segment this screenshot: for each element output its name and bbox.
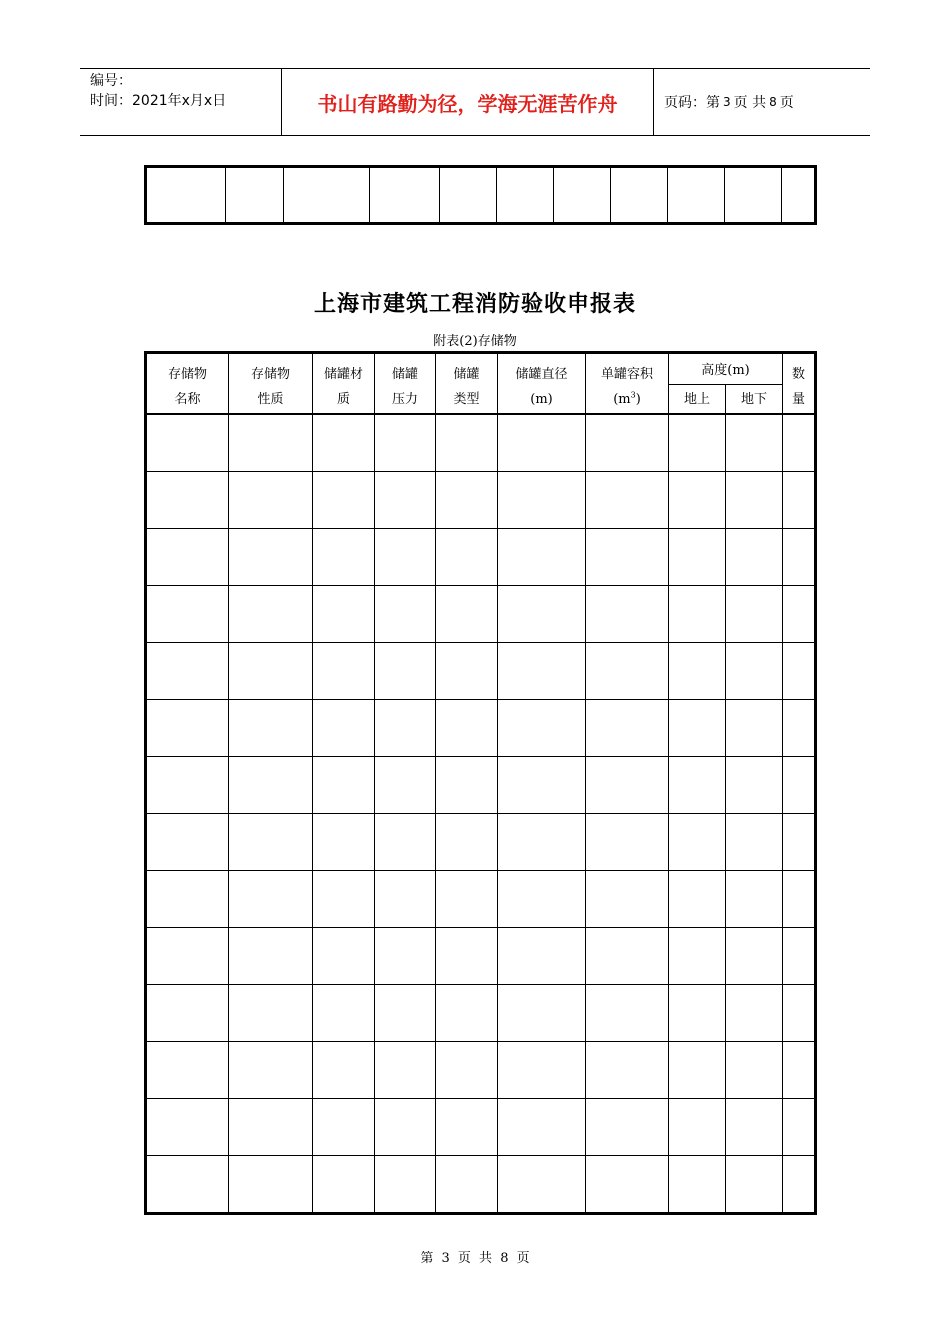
- table-cell[interactable]: [146, 1099, 229, 1156]
- page-middle: 页 共: [733, 95, 767, 111]
- table-cell[interactable]: [586, 700, 669, 757]
- table-cell[interactable]: [498, 871, 586, 928]
- table-cell[interactable]: [783, 643, 816, 700]
- table-cell[interactable]: [146, 928, 229, 985]
- table-cell[interactable]: [783, 472, 816, 529]
- col-header-pressure: 储罐 压力: [375, 353, 436, 415]
- table-cell[interactable]: [229, 757, 313, 814]
- table-cell[interactable]: [783, 985, 816, 1042]
- table-cell[interactable]: [375, 529, 436, 586]
- table-cell[interactable]: [146, 1156, 229, 1214]
- table-cell[interactable]: [669, 1042, 726, 1099]
- table-cell[interactable]: [669, 643, 726, 700]
- table-cell[interactable]: [375, 985, 436, 1042]
- table-cell[interactable]: [498, 757, 586, 814]
- table-cell[interactable]: [375, 586, 436, 643]
- time-value: 2021年x月x日: [132, 93, 227, 109]
- table-cell[interactable]: [726, 414, 783, 472]
- table-row: [146, 1099, 816, 1156]
- table-row: [146, 1042, 816, 1099]
- table-cell[interactable]: [375, 1099, 436, 1156]
- table-cell[interactable]: [611, 167, 668, 224]
- table-cell[interactable]: [586, 757, 669, 814]
- number-label: 编号：: [90, 73, 132, 89]
- table-cell[interactable]: [313, 757, 375, 814]
- table-cell[interactable]: [229, 700, 313, 757]
- table-cell[interactable]: [313, 871, 375, 928]
- table-cell[interactable]: [146, 871, 229, 928]
- time-label: 时间：: [90, 93, 132, 109]
- table-cell[interactable]: [436, 1099, 498, 1156]
- table-cell[interactable]: [498, 643, 586, 700]
- table-row: [146, 529, 816, 586]
- table-cell[interactable]: [229, 814, 313, 871]
- table-cell[interactable]: [726, 1156, 783, 1214]
- table-cell[interactable]: [669, 928, 726, 985]
- col-header-material: 储罐材 质: [313, 353, 375, 415]
- table-cell[interactable]: [498, 1042, 586, 1099]
- table-cell[interactable]: [436, 1156, 498, 1214]
- table-cell[interactable]: [783, 757, 816, 814]
- table-cell[interactable]: [146, 586, 229, 643]
- header-meta: [80, 69, 282, 135]
- table-cell[interactable]: [313, 414, 375, 472]
- table-cell[interactable]: [726, 472, 783, 529]
- table-cell[interactable]: [375, 1042, 436, 1099]
- table-row: [146, 586, 816, 643]
- page-current: 3: [723, 95, 731, 109]
- table-cell[interactable]: [498, 1156, 586, 1214]
- table-cell[interactable]: [498, 586, 586, 643]
- table-cell[interactable]: [783, 586, 816, 643]
- page-suffix: 页: [779, 95, 794, 111]
- table-cell[interactable]: [146, 757, 229, 814]
- table-cell[interactable]: [726, 529, 783, 586]
- page-footer: 第 3 页 共 8 页: [420, 1251, 530, 1266]
- table-cell[interactable]: [229, 643, 313, 700]
- table-cell[interactable]: [313, 814, 375, 871]
- table-cell[interactable]: [669, 871, 726, 928]
- table-cell[interactable]: [313, 643, 375, 700]
- table-row: [146, 472, 816, 529]
- col-header-nature: 存储物 性质: [229, 353, 313, 415]
- table-cell[interactable]: [586, 472, 669, 529]
- table-cell[interactable]: [229, 1042, 313, 1099]
- table-cell[interactable]: [436, 985, 498, 1042]
- table-cell[interactable]: [146, 814, 229, 871]
- table-cell[interactable]: [497, 167, 554, 224]
- table-cell[interactable]: [726, 757, 783, 814]
- table-row: [146, 167, 816, 224]
- table-cell[interactable]: [226, 167, 284, 224]
- table-cell[interactable]: [726, 928, 783, 985]
- col-header-below-ground: 地下: [726, 385, 783, 415]
- col-header-height: 高度(m): [669, 353, 783, 385]
- table-cell[interactable]: [313, 529, 375, 586]
- table-cell[interactable]: [669, 472, 726, 529]
- table-cell[interactable]: [146, 1042, 229, 1099]
- table-cell[interactable]: [726, 814, 783, 871]
- table-row: [146, 814, 816, 871]
- table-cell[interactable]: [782, 167, 816, 224]
- table-cell[interactable]: [783, 529, 816, 586]
- table-cell[interactable]: [146, 529, 229, 586]
- table-cell[interactable]: [436, 643, 498, 700]
- table-cell[interactable]: [783, 1156, 816, 1214]
- col-header-volume: 单罐容积 $(m^3)$: [586, 353, 669, 415]
- table-cell[interactable]: [668, 167, 725, 224]
- table-cell[interactable]: [229, 871, 313, 928]
- table-cell[interactable]: [146, 472, 229, 529]
- table-cell[interactable]: [726, 1099, 783, 1156]
- table-cell[interactable]: [586, 985, 669, 1042]
- table-row: [146, 643, 816, 700]
- table-cell[interactable]: [783, 1099, 816, 1156]
- table-cell[interactable]: [498, 814, 586, 871]
- table-cell[interactable]: [726, 643, 783, 700]
- table-cell[interactable]: [229, 414, 313, 472]
- table-cell[interactable]: [313, 1099, 375, 1156]
- table-cell[interactable]: [436, 700, 498, 757]
- table-cell[interactable]: [375, 814, 436, 871]
- table-cell[interactable]: [436, 472, 498, 529]
- table-row: [146, 700, 816, 757]
- page-header: [80, 68, 870, 136]
- table-cell[interactable]: [554, 167, 611, 224]
- table-cell[interactable]: [669, 814, 726, 871]
- table-cell[interactable]: [313, 1156, 375, 1214]
- table-cell[interactable]: [726, 871, 783, 928]
- page-total: 8: [769, 95, 777, 109]
- table-row: [146, 757, 816, 814]
- table-cell[interactable]: [783, 871, 816, 928]
- col-header-diameter: 储罐直径 (m): [498, 353, 586, 415]
- table-cell[interactable]: [375, 1156, 436, 1214]
- table-cell[interactable]: [669, 586, 726, 643]
- table-cell[interactable]: [498, 700, 586, 757]
- table-cell[interactable]: [498, 529, 586, 586]
- table-cell[interactable]: [146, 167, 226, 224]
- table-cell[interactable]: [586, 414, 669, 472]
- table-cell[interactable]: [375, 871, 436, 928]
- table-cell[interactable]: [375, 700, 436, 757]
- table-cell[interactable]: [229, 928, 313, 985]
- col-header-above-ground: 地上: [669, 385, 726, 415]
- table-cell[interactable]: [146, 700, 229, 757]
- table-cell[interactable]: [436, 871, 498, 928]
- table-cell[interactable]: [229, 1099, 313, 1156]
- table-cell[interactable]: [146, 985, 229, 1042]
- page-title: 上海市建筑工程消防验收申报表: [313, 291, 636, 317]
- table-cell[interactable]: [229, 529, 313, 586]
- table-cell[interactable]: [586, 586, 669, 643]
- table-cell[interactable]: [669, 414, 726, 472]
- table-cell[interactable]: [146, 414, 229, 472]
- table-row: [146, 1156, 816, 1214]
- table-cell[interactable]: [498, 414, 586, 472]
- table-cell[interactable]: [313, 1042, 375, 1099]
- table-cell[interactable]: [586, 1156, 669, 1214]
- table-cell[interactable]: [586, 1099, 669, 1156]
- col-header-type: 储罐 类型: [436, 353, 498, 415]
- table-cell[interactable]: [498, 1099, 586, 1156]
- table-cell[interactable]: [313, 928, 375, 985]
- col-header-quantity: 数 量: [783, 353, 816, 415]
- table-cell[interactable]: [498, 472, 586, 529]
- table-cell[interactable]: [284, 167, 370, 224]
- table-cell[interactable]: [313, 700, 375, 757]
- table-cell[interactable]: [375, 757, 436, 814]
- col-header-name: 存储物 名称: [146, 353, 229, 415]
- table-cell[interactable]: [783, 928, 816, 985]
- time-line: [90, 91, 281, 111]
- previous-table-fragment: [144, 165, 817, 225]
- table-cell[interactable]: [375, 472, 436, 529]
- page-subtitle: 附表(2)存储物: [433, 334, 517, 349]
- table-cell[interactable]: [669, 529, 726, 586]
- table-cell[interactable]: [229, 586, 313, 643]
- table-cell[interactable]: [669, 700, 726, 757]
- table-cell[interactable]: [726, 700, 783, 757]
- table-row: [146, 928, 816, 985]
- header-motto: 书山有路勤为径，学海无涯苦作舟: [282, 69, 654, 135]
- table-cell[interactable]: [669, 757, 726, 814]
- table-cell[interactable]: [436, 1042, 498, 1099]
- table-cell[interactable]: [669, 1099, 726, 1156]
- table-cell[interactable]: [375, 928, 436, 985]
- table-cell[interactable]: [229, 472, 313, 529]
- table-cell[interactable]: [498, 985, 586, 1042]
- table-cell[interactable]: [586, 1042, 669, 1099]
- table-cell[interactable]: [586, 871, 669, 928]
- table-cell[interactable]: [436, 414, 498, 472]
- table-cell[interactable]: [669, 1156, 726, 1214]
- table-cell[interactable]: [586, 529, 669, 586]
- table-cell[interactable]: [586, 928, 669, 985]
- table-cell[interactable]: [436, 757, 498, 814]
- page-prefix: 页码：第: [664, 95, 720, 111]
- table-cell[interactable]: [586, 643, 669, 700]
- storage-table: [144, 351, 817, 1215]
- table-cell[interactable]: [436, 928, 498, 985]
- table-cell[interactable]: [726, 985, 783, 1042]
- table-row: [146, 985, 816, 1042]
- table-cell[interactable]: [313, 586, 375, 643]
- table-cell[interactable]: [726, 1042, 783, 1099]
- table-cell[interactable]: [725, 167, 782, 224]
- table-row: [146, 414, 816, 472]
- table-cell[interactable]: [436, 586, 498, 643]
- table-cell[interactable]: [783, 814, 816, 871]
- table-cell[interactable]: [146, 643, 229, 700]
- header-page-number: [654, 69, 870, 135]
- table-cell[interactable]: [313, 985, 375, 1042]
- table-cell[interactable]: [783, 1042, 816, 1099]
- table-row: [146, 871, 816, 928]
- table-cell[interactable]: [783, 414, 816, 472]
- table-cell[interactable]: [436, 529, 498, 586]
- table-cell[interactable]: [783, 700, 816, 757]
- table-cell[interactable]: [586, 814, 669, 871]
- table-cell[interactable]: [436, 814, 498, 871]
- table-cell[interactable]: [440, 167, 497, 224]
- table-cell[interactable]: [375, 643, 436, 700]
- table-cell[interactable]: [313, 472, 375, 529]
- table-cell[interactable]: [229, 1156, 313, 1214]
- table-cell[interactable]: [229, 985, 313, 1042]
- table-cell[interactable]: [669, 985, 726, 1042]
- table-cell[interactable]: [498, 928, 586, 985]
- table-cell[interactable]: [370, 167, 440, 224]
- table-cell[interactable]: [375, 414, 436, 472]
- table-cell[interactable]: [726, 586, 783, 643]
